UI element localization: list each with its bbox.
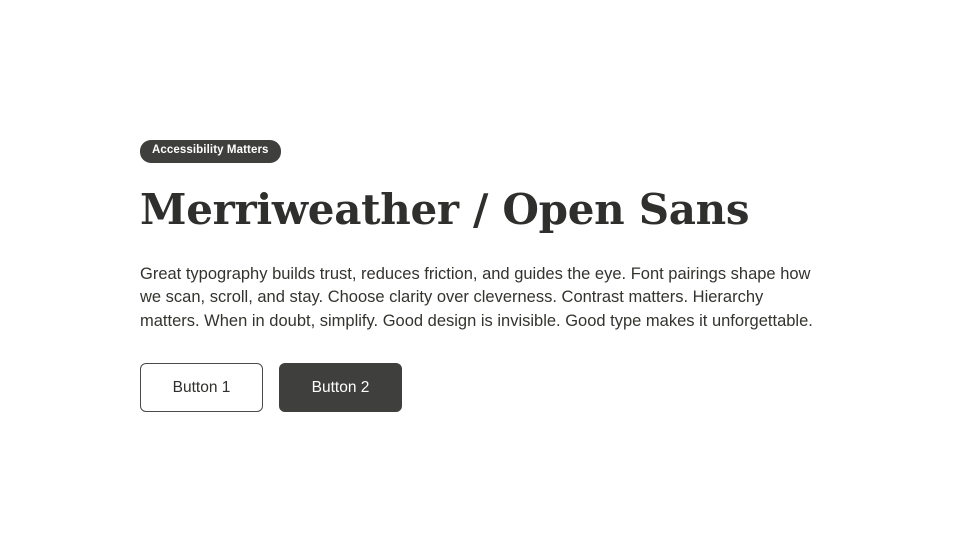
button-2[interactable]: Button 2 xyxy=(279,363,402,412)
button-row xyxy=(140,363,840,412)
content-block xyxy=(140,140,840,412)
button-1[interactable]: Button 1 xyxy=(140,363,263,412)
page-title: Merriweather / Open Sans xyxy=(140,184,750,234)
status-badge: Accessibility Matters xyxy=(140,140,281,163)
body-paragraph: Great typography builds trust, reduces friction, and guides the eye. Font pairings shape how we scan, scroll, and stay. Choose clarity over cleverness. Contrast matters. Hierarchy matters. When in doubt, simplify. Good design is invisible. Good type makes it unforgettable. xyxy=(140,264,813,330)
